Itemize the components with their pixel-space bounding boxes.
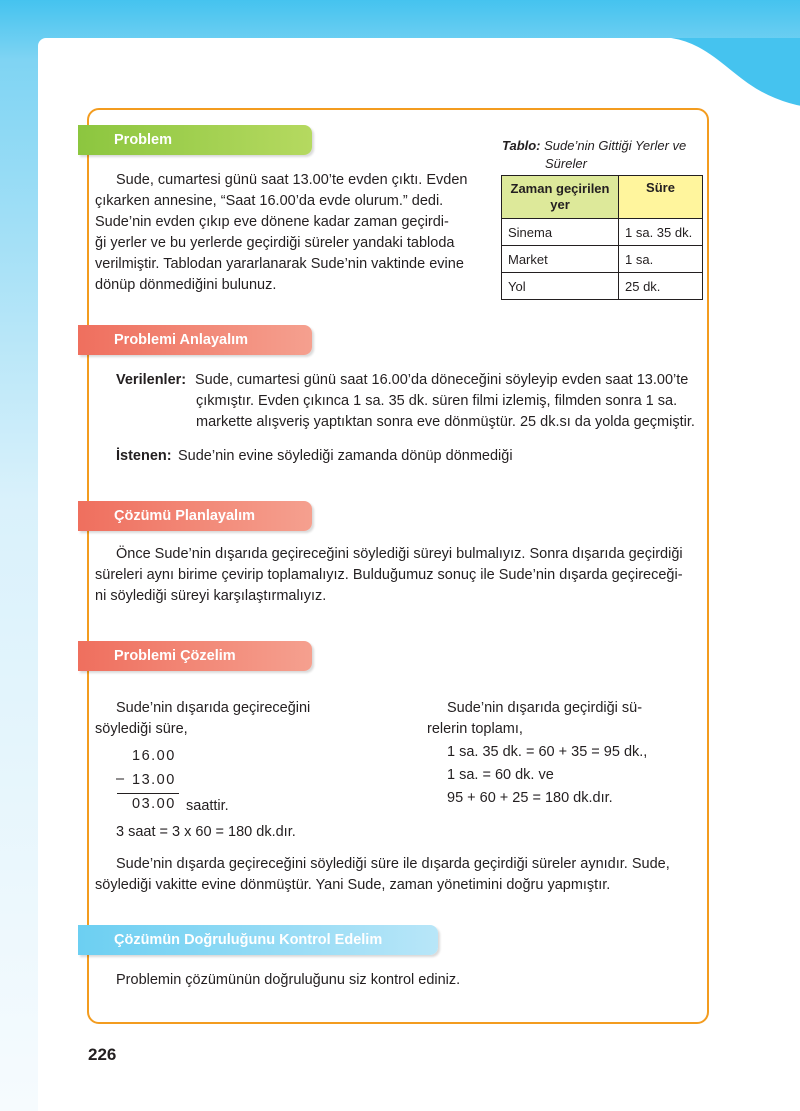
page-number: 226 [88,1045,117,1064]
plan-line: ni söylediği süreyi karşılaştırmalıyız. [95,588,327,604]
solve-left-line: Sude’nin dışarıda geçireceğini [116,700,311,716]
subtraction-bottom: 13.00 [132,772,176,788]
table-cell-place: Market [502,246,619,273]
solve-right-line: 1 sa. 35 dk. = 60 + 35 = 95 dk., [447,744,648,760]
table-cell-place: Yol [502,273,619,300]
table-header-duration: Süre [619,176,703,219]
table-caption-line2: Süreler [545,156,587,171]
solve-right-line: relerin toplamı, [427,721,523,737]
asked-text: Sude’nin evine söylediği zamanda dönüp dönmediği [178,448,513,464]
table-caption-text: Sude’nin Gittiği Yerler ve [544,138,687,153]
conclusion-line: Sude’nin dışarda geçireceğini söylediği süre ile dışarda geçirdiği süreler aynıdır. Sude, [116,856,670,872]
plan-line: Önce Sude’nin dışarıda geçireceğini söylediği süreyi bulmalıyız. Sonra dışarıda geçirdiği [116,546,683,562]
table-caption-label: Tablo: [502,138,541,153]
minus-sign: – [116,771,126,787]
section-header-problem: Problem [78,125,312,155]
table-row [502,246,703,273]
subtraction-result: 03.00 [132,796,176,812]
section-header-understand: Problemi Anlayalım [78,325,312,355]
table-header-place: Zaman geçirilen yer [502,176,619,219]
given-line: Sude, cumartesi günü saat 16.00’da döneceğini söyleyip evden saat 13.00’te [195,372,689,388]
given-line: markette alışveriş yaptıktan sonra eve dönmüştür. 25 dk.sı da yolda geçmiştir. [196,414,695,430]
subtraction-line [117,793,179,794]
table-row [502,273,703,300]
subtraction-top: 16.00 [132,748,176,764]
result-suffix: saattir. [186,798,229,814]
problem-line: verilmiştir. Tablodan yararlanarak Sude’nin vaktinde evine [95,256,464,272]
table-caption [502,137,686,155]
problem-line: çıkarken annesine, “Saat 16.00’da evde olurum.” dedi. [95,193,444,209]
asked-label: İstenen: [116,448,172,464]
table-cell-time: 25 dk. [619,273,703,300]
solve-left-conversion: 3 saat = 3 x 60 = 180 dk.dır. [116,824,296,840]
problem-line: Sude’nin evden çıkıp eve dönene kadar zaman geçirdi- [95,214,449,230]
problem-line: Sude, cumartesi günü saat 13.00’te evden çıktı. Evden [116,172,468,188]
given-line: çıkmıştır. Evden çıkınca 1 sa. 35 dk. süren filmi izlemiş, filmden sonra 1 sa. [196,393,678,409]
solve-left-line: söylediği süre, [95,721,188,737]
check-text: Problemin çözümünün doğruluğunu siz kontrol ediniz. [116,972,461,988]
table-cell-time: 1 sa. [619,246,703,273]
section-header-plan: Çözümü Planlayalım [78,501,312,531]
section-header-solve: Problemi Çözelim [78,641,312,671]
solve-right-line: Sude’nin dışarıda geçirdiği sü- [447,700,643,716]
given-label: Verilenler: [116,372,187,388]
places-table [501,175,703,300]
solve-right-line: 1 sa. = 60 dk. ve [447,767,554,783]
table-row [502,219,703,246]
problem-line: dönüp dönmediğini bulunuz. [95,277,277,293]
table-cell-place: Sinema [502,219,619,246]
table-cell-time: 1 sa. 35 dk. [619,219,703,246]
problem-line: ği yerler ve bu yerlerde geçirdiği süreler yandaki tabloda [95,235,455,251]
solve-right-line: 95 + 60 + 25 = 180 dk.dır. [447,790,613,806]
conclusion-line: söylediği vakitte evine dönmüştür. Yani Sude, zaman yönetimini doğru yapmıştır. [95,877,611,893]
plan-line: süreleri aynı birime çevirip toplamalıyız. Bulduğumuz sonuç ile Sude’nin dışarda geçireceği- [95,567,683,583]
table-header-row [502,176,703,219]
section-header-check: Çözümün Doğruluğunu Kontrol Edelim [78,925,438,955]
